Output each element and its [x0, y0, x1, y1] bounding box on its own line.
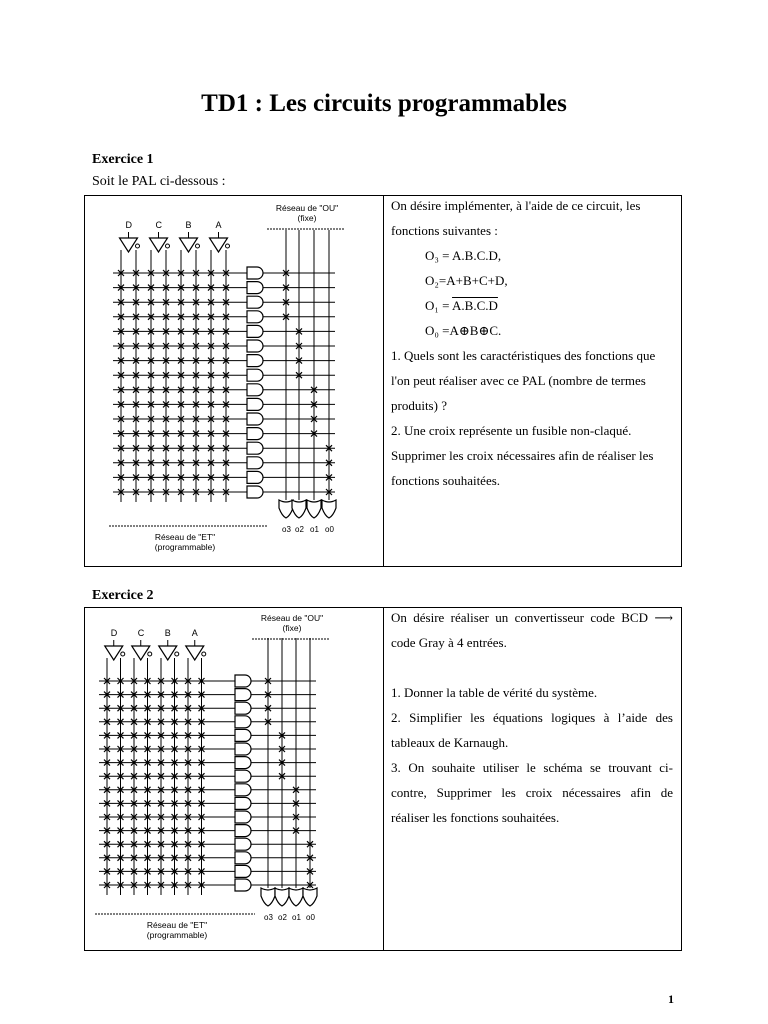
ex1-function-o0: O₀ =A⊕B⊕C.: [425, 323, 502, 338]
inverter-bubble-icon: [202, 652, 206, 656]
or-gate-icon: [279, 500, 293, 518]
output-label: o0: [306, 913, 315, 922]
or-gate-icon: [303, 888, 317, 906]
exercise-2-text: [391, 605, 673, 830]
and-gate-icon: [235, 689, 251, 701]
exercise-2-heading: Exercice 2: [92, 588, 154, 603]
or-network-label: Réseau de "OU": [260, 613, 324, 623]
buffer-icon: [105, 646, 123, 660]
output-label: o2: [278, 913, 287, 922]
buffer-icon: [150, 238, 168, 252]
exercise-1-intro: Soit le PAL ci-dessous :: [92, 174, 226, 189]
input-label: B: [164, 628, 171, 638]
and-gate-icon: [235, 729, 251, 741]
ex1-question-1: 1. Quels sont les caractéristiques des fonctions que l'on peut réaliser avec ce PAL (nombre de termes produits) ?: [391, 348, 656, 413]
ex1-function-o1-expr: A.B.C.D: [452, 298, 498, 313]
and-gate-icon: [235, 675, 251, 687]
ex2-question-1: 1. Donner la table de vérité du système.: [391, 685, 598, 700]
inverter-bubble-icon: [148, 652, 152, 656]
and-gate-icon: [235, 784, 251, 796]
output-label: o2: [295, 525, 304, 534]
ex1-function-o3: O₃ = A.B.C.D,: [425, 248, 502, 263]
table-divider: [383, 608, 384, 950]
ex2-question-3: 3. On souhaite utiliser le schéma se trouvant ci-contre, Supprimer les croix nécessaires afin de réaliser les fonctions souhaitées.: [391, 760, 673, 825]
input-label: C: [137, 628, 145, 638]
and-gate-icon: [247, 428, 263, 440]
or-gate-icon: [261, 888, 275, 906]
and-gate-icon: [235, 770, 251, 782]
and-gate-icon: [235, 865, 251, 877]
and-gate-icon: [247, 413, 263, 425]
ex2-statement: On désire réaliser un convertisseur code BCD ⟶ code Gray à 4 entrées.: [391, 610, 673, 650]
and-gate-icon: [235, 716, 251, 728]
or-gate-icon: [289, 888, 303, 906]
ex2-question-2: 2. Simplifier les équations logiques à l’aide des tableaux de Karnaugh.: [391, 710, 673, 750]
buffer-icon: [180, 238, 198, 252]
and-network-sublabel: (programmable): [146, 930, 208, 940]
page-title: TD1 : Les circuits programmables: [201, 90, 567, 117]
and-gate-icon: [247, 457, 263, 469]
and-gate-icon: [235, 757, 251, 769]
and-gate-icon: [247, 282, 263, 294]
exercise-2-table: [84, 607, 682, 951]
or-gate-icon: [307, 500, 321, 518]
and-gate-icon: [235, 702, 251, 714]
ex1-statement: On désire implémenter, à l'aide de ce circuit, les fonctions suivantes :: [391, 198, 641, 238]
ex1-question-2: 2. Une croix représente un fusible non-claqué. Supprimer les croix nécessaires afin de réaliser les fonctions souhaitées.: [391, 423, 654, 488]
and-gate-icon: [235, 879, 251, 891]
pal-diagram-1: [85, 196, 383, 566]
ex1-function-o1-label: O₁ =: [425, 298, 453, 313]
and-gate-icon: [247, 384, 263, 396]
and-gate-icon: [235, 811, 251, 823]
and-gate-icon: [235, 838, 251, 850]
and-gate-icon: [247, 471, 263, 483]
input-label: C: [155, 220, 162, 230]
input-label: D: [125, 220, 132, 230]
inverter-bubble-icon: [226, 244, 230, 248]
and-network-label: Réseau de "ET": [154, 532, 216, 542]
and-gate-icon: [247, 340, 263, 352]
table-divider: [383, 196, 384, 566]
and-gate-icon: [247, 355, 263, 367]
and-gate-icon: [235, 743, 251, 755]
and-gate-icon: [235, 825, 251, 837]
pal-diagram-2: [85, 608, 383, 950]
exercise-1-text: [391, 193, 673, 493]
input-label: D: [110, 628, 118, 638]
exercise-1-table: [84, 195, 682, 567]
or-gate-icon: [292, 500, 306, 518]
inverter-bubble-icon: [175, 652, 179, 656]
and-gate-icon: [247, 296, 263, 308]
and-gate-icon: [247, 398, 263, 410]
ex1-function-o1: [391, 293, 673, 318]
output-label: o1: [292, 913, 301, 922]
and-gate-icon: [247, 311, 263, 323]
buffer-icon: [132, 646, 150, 660]
input-label: A: [191, 628, 198, 638]
inverter-bubble-icon: [121, 652, 125, 656]
or-network-sublabel: (fixe): [282, 623, 302, 633]
and-network-sublabel: (programmable): [154, 542, 216, 552]
or-network-label: Réseau de "OU": [275, 203, 339, 213]
ex1-function-o2: O₂=A+B+C+D,: [425, 273, 508, 288]
buffer-icon: [186, 646, 204, 660]
and-network-label: Réseau de "ET": [146, 920, 208, 930]
output-label: o0: [325, 525, 334, 534]
and-gate-icon: [247, 442, 263, 454]
input-label: B: [185, 220, 192, 230]
output-label: o3: [264, 913, 273, 922]
buffer-icon: [210, 238, 228, 252]
output-label: o3: [282, 525, 291, 534]
blank-line: [391, 655, 673, 680]
or-gate-icon: [275, 888, 289, 906]
and-gate-icon: [247, 369, 263, 381]
input-label: A: [215, 220, 222, 230]
page-number: 1: [668, 992, 674, 1006]
and-gate-icon: [235, 797, 251, 809]
exercise-1-heading: Exercice 1: [92, 152, 154, 167]
inverter-bubble-icon: [196, 244, 200, 248]
or-gate-icon: [322, 500, 336, 518]
output-label: o1: [310, 525, 319, 534]
inverter-bubble-icon: [136, 244, 140, 248]
buffer-icon: [159, 646, 177, 660]
inverter-bubble-icon: [166, 244, 170, 248]
or-network-sublabel: (fixe): [297, 213, 317, 223]
and-gate-icon: [247, 486, 263, 498]
and-gate-icon: [235, 852, 251, 864]
buffer-icon: [120, 238, 138, 252]
and-gate-icon: [247, 267, 263, 279]
and-gate-icon: [247, 325, 263, 337]
